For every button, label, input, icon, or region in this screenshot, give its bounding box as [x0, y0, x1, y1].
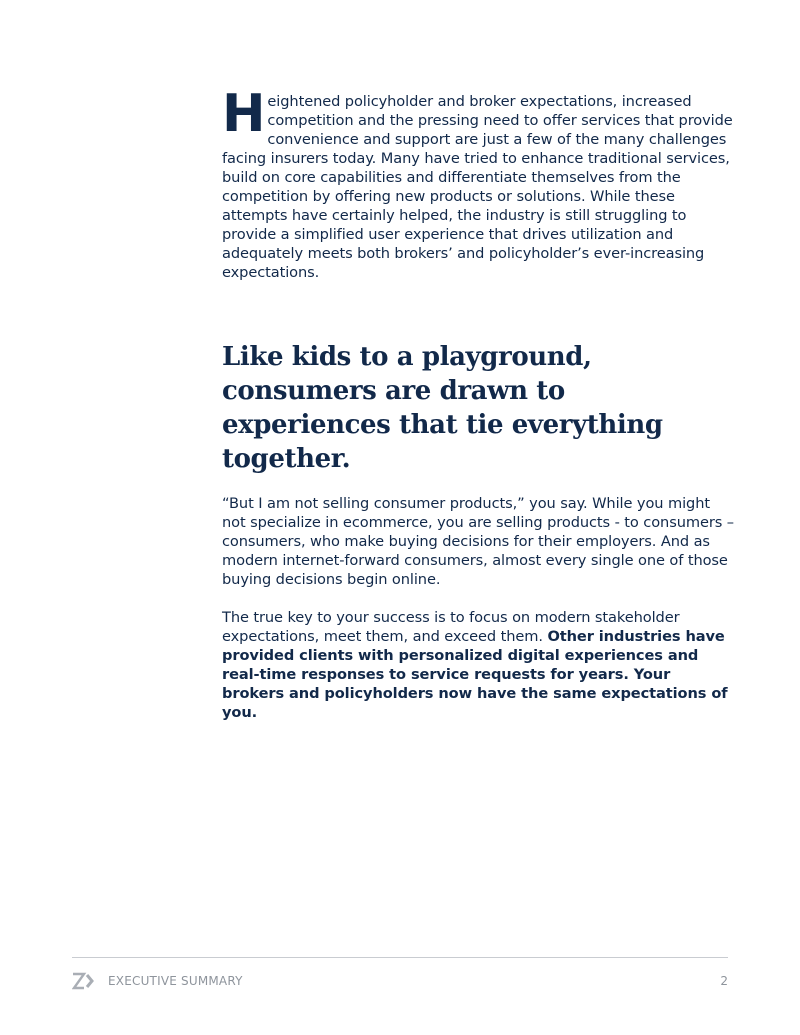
page-number: 2: [720, 974, 728, 988]
body-paragraph-2-bold: Other industries have provided clients with personalized digital experiences and real-time responses to service requests for years. Your brokers and policyholders now have the same expectations of you.: [222, 628, 728, 721]
main-content: [222, 84, 737, 741]
body-paragraph-2: [222, 608, 737, 722]
page-footer: [72, 970, 728, 992]
footer-divider: [72, 957, 728, 958]
section-heading: Like kids to a playground, consumers are drawn to experiences that tie everything together.: [222, 342, 663, 474]
footer-section-label: EXECUTIVE SUMMARY: [108, 974, 243, 988]
drop-cap: H: [222, 84, 266, 144]
body-paragraph-1: “But I am not selling consumer products,” you say. While you might not specialize in ecommerce, you are selling products - to consumers – consumers, who make buying decisions for their employers. And as modern internet-forward consumers, almost every single one of those buying decisions begin online.: [222, 495, 734, 588]
body-paragraph-2-regular: The true key to your success is to focus on modern stakeholder expectations, meet them, and exceed them.: [222, 609, 680, 645]
intro-paragraph: [222, 84, 737, 282]
intro-text: eightened policyholder and broker expectations, increased competition and the pressing need to offer services that provide convenience and support are just a few of the many challenges facing insurers today. Many have tried to enhance traditional services, build on core capabilities and differentiate themselves from the competition by offering new products or solutions. While these attempts have certainly helped, the industry is still struggling to provide a simplified user experience that drives utilization and adequately meets both brokers’ and policyholder’s ever-increasing expectations.: [222, 93, 733, 281]
z-logo-icon: [72, 971, 96, 991]
